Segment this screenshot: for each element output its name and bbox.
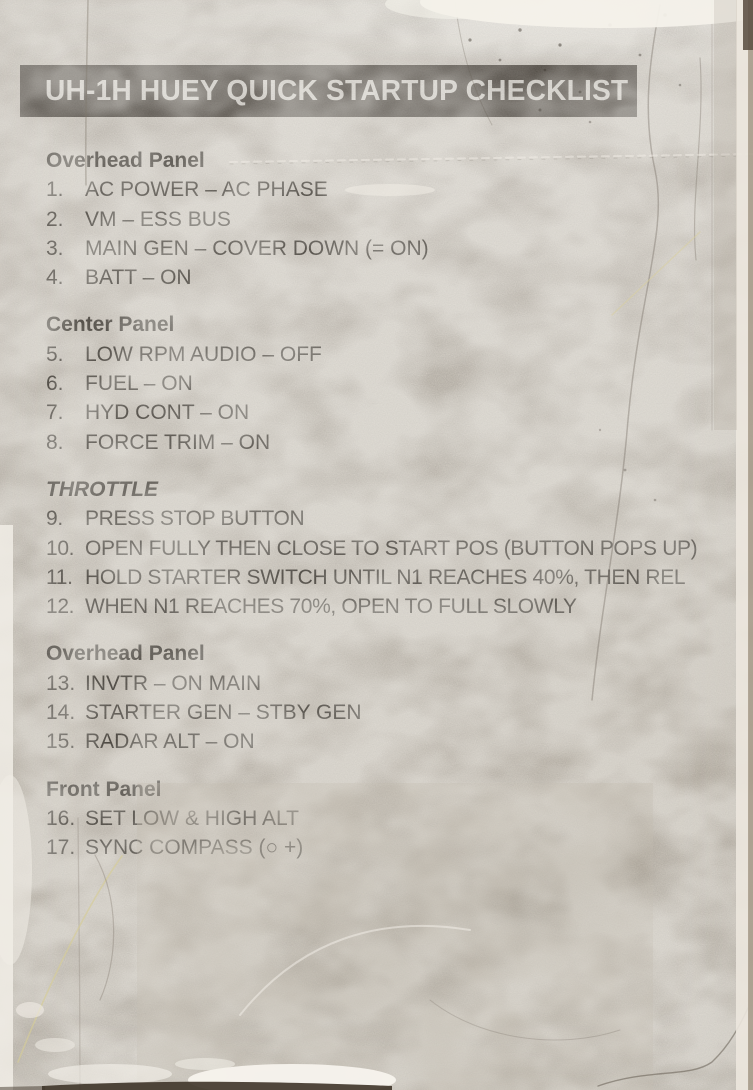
section-heading: Front Panel	[46, 777, 162, 801]
item-text: RADAR ALT – ON	[85, 730, 255, 754]
section-heading: THROTTLE	[46, 477, 158, 501]
item-number: 12.	[46, 595, 75, 619]
checklist-item	[46, 592, 718, 621]
item-number: 4.	[46, 266, 64, 290]
item-number: 9.	[46, 507, 63, 531]
item-number: 16.	[46, 806, 76, 830]
section-items	[46, 669, 718, 757]
section-items	[46, 175, 718, 292]
checklist-item	[46, 504, 718, 533]
checklist-item	[46, 804, 718, 833]
item-text: INVTR – ON MAIN	[85, 671, 262, 695]
item-text: MAIN GEN – COVER DOWN (= ON)	[85, 236, 429, 260]
checklist	[46, 146, 718, 863]
item-text: BATT – ON	[85, 266, 192, 290]
checklist-section	[46, 310, 718, 456]
item-number: 8.	[46, 430, 64, 454]
checklist-item	[46, 669, 718, 698]
item-text: VM – ESS BUS	[85, 207, 231, 231]
checklist-section	[46, 639, 718, 756]
item-number: 6.	[46, 372, 64, 396]
item-number: 15.	[46, 730, 76, 754]
checklist-item	[46, 428, 718, 457]
item-number: 2.	[46, 207, 64, 231]
item-number: 1.	[46, 178, 64, 202]
item-number: 13.	[46, 671, 76, 695]
checklist-item	[46, 534, 718, 563]
item-number: 11.	[46, 565, 73, 589]
item-text: LOW RPM AUDIO – OFF	[85, 342, 322, 366]
checklist-section	[46, 146, 718, 292]
item-text: HYD CONT – ON	[85, 401, 250, 425]
item-text: STARTER GEN – STBY GEN	[85, 701, 362, 725]
checklist-section	[46, 475, 718, 621]
item-text: SET LOW & HIGH ALT	[85, 806, 299, 830]
checklist-item	[46, 234, 718, 263]
checklist-item	[46, 833, 718, 862]
checklist-item	[46, 263, 718, 292]
item-number: 7.	[46, 401, 64, 425]
checklist-item	[46, 398, 718, 427]
item-number: 5.	[46, 342, 64, 366]
section-heading: Overhead Panel	[46, 149, 205, 172]
item-text: HOLD STARTER SWITCH UNTIL N1 REACHES 40%, THEN REL	[85, 565, 686, 589]
item-text: PRESS STOP BUTTON	[85, 507, 305, 531]
item-number: 14.	[46, 701, 76, 725]
item-number: 3.	[46, 236, 64, 260]
section-heading: Center Panel	[46, 313, 175, 337]
checklist-section	[46, 775, 718, 863]
checklist-item	[46, 369, 718, 398]
item-text: OPEN FULLY THEN CLOSE TO START POS (BUTTON POPS UP)	[85, 536, 698, 560]
checklist-item	[46, 727, 718, 756]
item-text: FUEL – ON	[85, 372, 193, 396]
checklist-item	[46, 698, 718, 727]
item-number: 10.	[46, 536, 75, 560]
page-title: UH-1H HUEY QUICK STARTUP CHECKLIST	[45, 74, 629, 107]
title-bar	[20, 65, 637, 117]
item-number: 17.	[46, 836, 76, 860]
section-items	[46, 504, 718, 621]
checklist-item	[46, 563, 718, 592]
item-text: SYNC COMPASS (○ +)	[85, 836, 304, 860]
item-text: FORCE TRIM – ON	[85, 430, 271, 454]
checklist-item	[46, 205, 718, 234]
section-items	[46, 340, 718, 457]
item-text: WHEN N1 REACHES 70%, OPEN TO FULL SLOWLY	[85, 595, 577, 619]
section-heading: Overhead Panel	[46, 642, 205, 666]
item-text: AC POWER – AC PHASE	[85, 178, 328, 202]
checklist-item	[46, 175, 718, 204]
section-items	[46, 804, 718, 863]
checklist-item	[46, 340, 718, 369]
